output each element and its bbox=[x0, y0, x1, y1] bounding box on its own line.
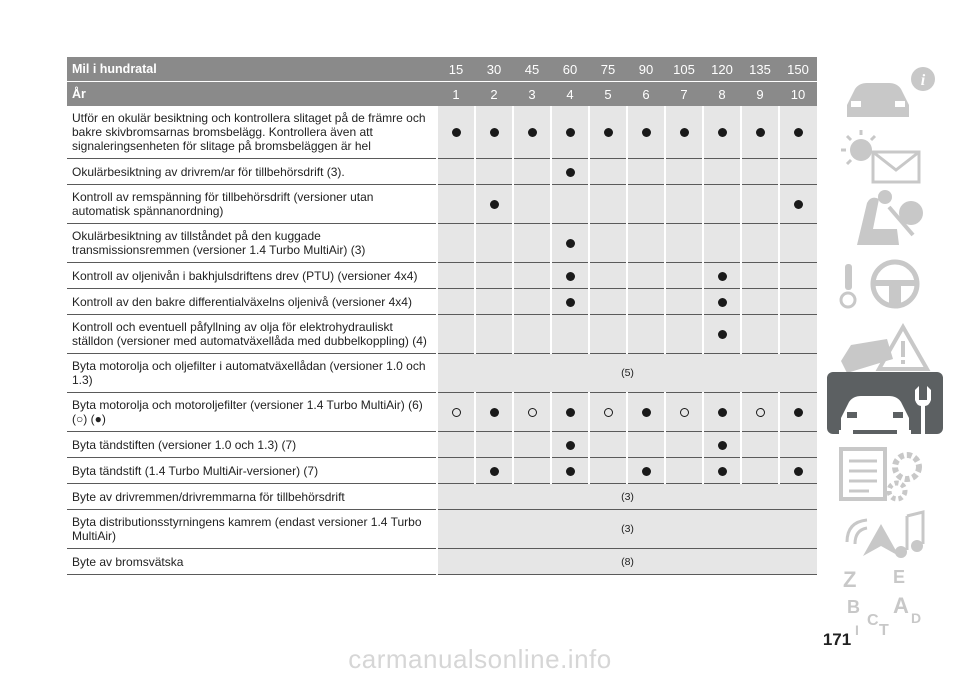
interval-cell bbox=[437, 224, 475, 263]
years-header-cell: 5 bbox=[589, 82, 627, 107]
interval-cell bbox=[589, 263, 627, 289]
required-dot-icon bbox=[566, 239, 575, 248]
mileage-header-cell: 90 bbox=[627, 57, 665, 82]
mileage-header-cell: 75 bbox=[589, 57, 627, 82]
interval-cell bbox=[551, 393, 589, 432]
interval-cell bbox=[779, 393, 817, 432]
interval-cell bbox=[513, 106, 551, 159]
required-dot-icon bbox=[718, 128, 727, 137]
required-dot-icon bbox=[452, 128, 461, 137]
interval-cell bbox=[513, 185, 551, 224]
operation-description: Kontroll av oljenivån i bakhjulsdriftens drev (PTU) (versioner 4x4) bbox=[67, 263, 437, 289]
interval-cell bbox=[551, 432, 589, 458]
interval-cell bbox=[665, 159, 703, 185]
interval-note: (3) bbox=[437, 484, 817, 510]
interval-cell bbox=[551, 159, 589, 185]
mileage-header-cell: 105 bbox=[665, 57, 703, 82]
required-dot-icon bbox=[718, 467, 727, 476]
interval-cell bbox=[475, 393, 513, 432]
interval-cell bbox=[551, 185, 589, 224]
interval-cell bbox=[665, 224, 703, 263]
table-row bbox=[67, 458, 817, 484]
interval-cell bbox=[551, 315, 589, 354]
interval-cell bbox=[741, 263, 779, 289]
interval-cell bbox=[627, 263, 665, 289]
interval-cell bbox=[741, 159, 779, 185]
interval-note: (3) bbox=[437, 510, 817, 549]
required-dot-icon bbox=[604, 128, 613, 137]
interval-cell bbox=[741, 432, 779, 458]
chapter-tab[interactable] bbox=[827, 372, 943, 434]
interval-cell bbox=[551, 106, 589, 159]
mileage-header-cell: 120 bbox=[703, 57, 741, 82]
required-dot-icon bbox=[756, 128, 765, 137]
index-letter: I bbox=[855, 622, 859, 635]
required-dot-icon bbox=[642, 128, 651, 137]
interval-cell bbox=[513, 432, 551, 458]
index-letter: D bbox=[911, 610, 922, 626]
interval-cell bbox=[627, 159, 665, 185]
chapter-tab[interactable] bbox=[827, 309, 943, 371]
interval-cell bbox=[665, 315, 703, 354]
interval-cell bbox=[741, 393, 779, 432]
interval-cell bbox=[703, 289, 741, 315]
interval-cell bbox=[665, 106, 703, 159]
interval-cell bbox=[437, 432, 475, 458]
interval-cell bbox=[779, 432, 817, 458]
interval-cell bbox=[437, 289, 475, 315]
interval-cell bbox=[779, 289, 817, 315]
table-row bbox=[67, 106, 817, 159]
interval-cell bbox=[589, 315, 627, 354]
chapter-tab[interactable] bbox=[827, 246, 943, 308]
interval-cell bbox=[551, 458, 589, 484]
operation-description: Kontroll och eventuell påfyllning av olja för elektrohydrauliskt ställdon (versioner med automatväxellåda med dubbelkoppling) (4) bbox=[67, 315, 437, 354]
interval-cell bbox=[475, 159, 513, 185]
interval-cell bbox=[551, 224, 589, 263]
years-header-cell: 6 bbox=[627, 82, 665, 107]
table-row bbox=[67, 484, 817, 510]
interval-cell bbox=[513, 289, 551, 315]
interval-cell bbox=[665, 393, 703, 432]
index-letter: E bbox=[893, 567, 906, 587]
interval-cell bbox=[741, 315, 779, 354]
optional-ring-icon bbox=[528, 408, 537, 417]
interval-cell bbox=[627, 432, 665, 458]
interval-cell bbox=[437, 393, 475, 432]
operation-description: Okulärbesiktning av drivrem/ar för tillbehörsdrift (3). bbox=[67, 159, 437, 185]
operation-description: Okulärbesiktning av tillståndet på den kuggade transmissionsremmen (versioner 1.4 Turbo MultiAir) (3) bbox=[67, 224, 437, 263]
required-dot-icon bbox=[528, 128, 537, 137]
optional-ring-icon bbox=[452, 408, 461, 417]
mileage-header-cell: 45 bbox=[513, 57, 551, 82]
interval-cell bbox=[703, 263, 741, 289]
operation-description: Byta distributionsstyrningens kamrem (endast versioner 1.4 Turbo MultiAir) bbox=[67, 510, 437, 549]
interval-cell bbox=[779, 263, 817, 289]
interval-cell bbox=[627, 458, 665, 484]
interval-cell bbox=[475, 432, 513, 458]
mileage-header-cell: 30 bbox=[475, 57, 513, 82]
interval-note: (5) bbox=[437, 354, 817, 393]
years-header-cell: 8 bbox=[703, 82, 741, 107]
interval-cell bbox=[779, 315, 817, 354]
required-dot-icon bbox=[566, 298, 575, 307]
interval-cell bbox=[437, 106, 475, 159]
operation-description: Utför en okulär besiktning och kontrollera slitaget på de främre och bakre skivbromsarnas bromsbelägg. Kontrollera även att signaleringsenheten för slitage på bromsbeläggen är hel bbox=[67, 106, 437, 159]
interval-cell bbox=[589, 224, 627, 263]
interval-cell bbox=[703, 185, 741, 224]
years-header-cell: 3 bbox=[513, 82, 551, 107]
index-letter: A bbox=[893, 593, 909, 618]
chapter-tab[interactable] bbox=[827, 498, 943, 560]
interval-note: (8) bbox=[437, 549, 817, 575]
interval-cell bbox=[589, 159, 627, 185]
chapter-tab[interactable] bbox=[827, 57, 943, 119]
interval-cell bbox=[475, 106, 513, 159]
required-dot-icon bbox=[718, 408, 727, 417]
years-header-row bbox=[67, 82, 817, 107]
interval-cell bbox=[741, 185, 779, 224]
interval-cell bbox=[551, 263, 589, 289]
interval-cell bbox=[589, 289, 627, 315]
required-dot-icon bbox=[490, 467, 499, 476]
interval-cell bbox=[665, 458, 703, 484]
interval-cell bbox=[665, 289, 703, 315]
table-row bbox=[67, 549, 817, 575]
required-dot-icon bbox=[566, 408, 575, 417]
table-row bbox=[67, 315, 817, 354]
required-dot-icon bbox=[490, 128, 499, 137]
operation-description: Byta tändstiften (versioner 1.0 och 1.3) (7) bbox=[67, 432, 437, 458]
maintenance-table bbox=[67, 57, 817, 575]
mileage-header-cell: 15 bbox=[437, 57, 475, 82]
interval-cell bbox=[703, 458, 741, 484]
interval-cell bbox=[779, 159, 817, 185]
interval-cell bbox=[589, 432, 627, 458]
interval-cell bbox=[627, 393, 665, 432]
interval-cell bbox=[513, 315, 551, 354]
interval-cell bbox=[513, 263, 551, 289]
required-dot-icon bbox=[566, 467, 575, 476]
interval-cell bbox=[779, 185, 817, 224]
table-row bbox=[67, 393, 817, 432]
interval-cell bbox=[665, 185, 703, 224]
required-dot-icon bbox=[490, 200, 499, 209]
interval-cell bbox=[589, 393, 627, 432]
interval-cell bbox=[703, 432, 741, 458]
mileage-header-label: Mil i hundratal bbox=[67, 57, 437, 82]
interval-cell bbox=[627, 185, 665, 224]
required-dot-icon bbox=[566, 441, 575, 450]
table-row bbox=[67, 224, 817, 263]
index-letter: B bbox=[847, 597, 860, 617]
years-header-cell: 4 bbox=[551, 82, 589, 107]
interval-cell bbox=[437, 159, 475, 185]
required-dot-icon bbox=[794, 467, 803, 476]
interval-cell bbox=[437, 458, 475, 484]
required-dot-icon bbox=[642, 467, 651, 476]
interval-cell bbox=[589, 106, 627, 159]
interval-cell bbox=[513, 224, 551, 263]
interval-cell bbox=[475, 458, 513, 484]
optional-ring-icon bbox=[680, 408, 689, 417]
interval-cell bbox=[513, 159, 551, 185]
chapter-tab[interactable] bbox=[827, 183, 943, 245]
chapter-tab[interactable] bbox=[827, 120, 943, 182]
operation-description: Kontroll av remspänning för tillbehörsdrift (versioner utan automatisk spännanordning) bbox=[67, 185, 437, 224]
required-dot-icon bbox=[642, 408, 651, 417]
interval-cell bbox=[741, 289, 779, 315]
interval-cell bbox=[627, 289, 665, 315]
years-header-cell: 9 bbox=[741, 82, 779, 107]
operation-description: Byta motorolja och oljefilter i automatväxellådan (versioner 1.0 och 1.3) bbox=[67, 354, 437, 393]
required-dot-icon bbox=[794, 200, 803, 209]
operation-description: Byta tändstift (1.4 Turbo MultiAir-versioner) (7) bbox=[67, 458, 437, 484]
interval-cell bbox=[475, 289, 513, 315]
required-dot-icon bbox=[566, 272, 575, 281]
interval-cell bbox=[703, 224, 741, 263]
interval-cell bbox=[589, 185, 627, 224]
optional-ring-icon bbox=[604, 408, 613, 417]
index-letter: C bbox=[867, 612, 879, 629]
years-header-cell: 10 bbox=[779, 82, 817, 107]
table-row bbox=[67, 432, 817, 458]
interval-cell bbox=[437, 315, 475, 354]
table-row bbox=[67, 354, 817, 393]
interval-cell bbox=[475, 263, 513, 289]
interval-cell bbox=[513, 393, 551, 432]
interval-cell bbox=[437, 263, 475, 289]
page-number: 171 bbox=[822, 630, 852, 649]
operation-description: Byte av drivremmen/drivremmarna för tillbehörsdrift bbox=[67, 484, 437, 510]
chapter-tab[interactable] bbox=[827, 561, 943, 635]
table-row bbox=[67, 159, 817, 185]
index-letter: T bbox=[879, 622, 889, 635]
required-dot-icon bbox=[680, 128, 689, 137]
watermark: carmanualsonline.info bbox=[348, 644, 612, 674]
interval-cell bbox=[703, 159, 741, 185]
interval-cell bbox=[741, 106, 779, 159]
interval-cell bbox=[627, 315, 665, 354]
operation-description: Kontroll av den bakre differentialväxelns oljenivå (versioner 4x4) bbox=[67, 289, 437, 315]
operation-description: Byta motorolja och motoroljefilter (versioner 1.4 Turbo MultiAir) (6) (○) (●) bbox=[67, 393, 437, 432]
years-header-label: År bbox=[67, 82, 437, 107]
required-dot-icon bbox=[566, 168, 575, 177]
interval-cell bbox=[551, 289, 589, 315]
operation-description: Byte av bromsvätska bbox=[67, 549, 437, 575]
mileage-header-row bbox=[67, 57, 817, 82]
index-letter: Z bbox=[843, 567, 857, 592]
alphabetical-index-icon bbox=[827, 561, 943, 635]
svg-text:i: i bbox=[920, 72, 926, 89]
interval-cell bbox=[741, 458, 779, 484]
interval-cell bbox=[741, 224, 779, 263]
years-header-cell: 7 bbox=[665, 82, 703, 107]
required-dot-icon bbox=[718, 441, 727, 450]
optional-ring-icon bbox=[756, 408, 765, 417]
interval-cell bbox=[703, 315, 741, 354]
interval-cell bbox=[627, 106, 665, 159]
table-row bbox=[67, 289, 817, 315]
interval-cell bbox=[703, 393, 741, 432]
interval-cell bbox=[779, 224, 817, 263]
required-dot-icon bbox=[718, 272, 727, 281]
required-dot-icon bbox=[718, 298, 727, 307]
interval-cell bbox=[437, 185, 475, 224]
interval-cell bbox=[665, 263, 703, 289]
mileage-header-cell: 60 bbox=[551, 57, 589, 82]
interval-cell bbox=[703, 106, 741, 159]
required-dot-icon bbox=[794, 128, 803, 137]
years-header-cell: 2 bbox=[475, 82, 513, 107]
mileage-header-cell: 150 bbox=[779, 57, 817, 82]
interval-cell bbox=[589, 458, 627, 484]
interval-cell bbox=[779, 458, 817, 484]
required-dot-icon bbox=[490, 408, 499, 417]
interval-cell bbox=[779, 106, 817, 159]
interval-cell bbox=[665, 432, 703, 458]
interval-cell bbox=[475, 315, 513, 354]
mileage-header-cell: 135 bbox=[741, 57, 779, 82]
interval-cell bbox=[475, 185, 513, 224]
required-dot-icon bbox=[794, 408, 803, 417]
chapter-tab[interactable] bbox=[827, 435, 943, 497]
interval-cell bbox=[513, 458, 551, 484]
interval-cell bbox=[627, 224, 665, 263]
required-dot-icon bbox=[718, 330, 727, 339]
interval-cell bbox=[475, 224, 513, 263]
years-header-cell: 1 bbox=[437, 82, 475, 107]
table-row bbox=[67, 263, 817, 289]
table-row bbox=[67, 185, 817, 224]
required-dot-icon bbox=[566, 128, 575, 137]
table-row bbox=[67, 510, 817, 549]
